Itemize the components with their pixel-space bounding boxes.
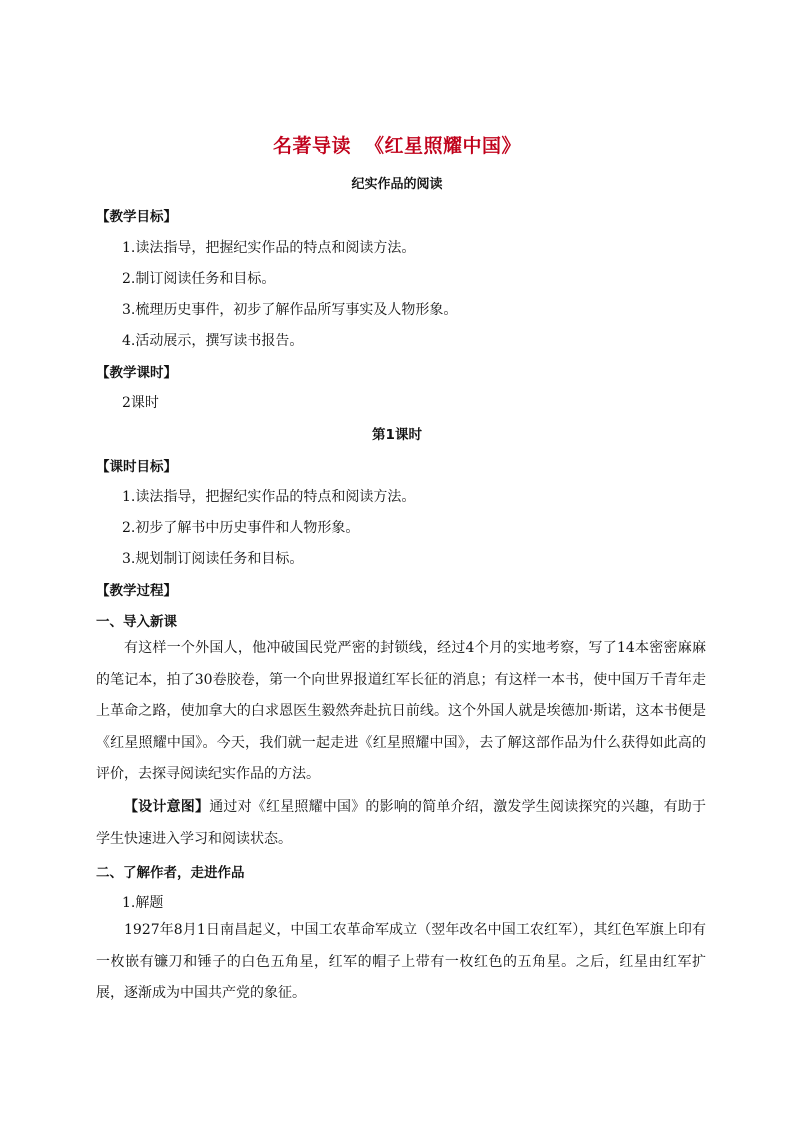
subsection-heading: 1.解题 [122, 895, 164, 911]
lesson-goal-item: 3.规划制订阅读任务和目标。 [122, 551, 304, 567]
title-main: 名著导读 [272, 135, 351, 157]
teaching-goal-item: 2.制订阅读任务和目标。 [122, 271, 276, 287]
lesson-goal-item: 1.读法指导，把握纪实作品的特点和阅读方法。 [122, 489, 416, 505]
teaching-goal-item: 3.梳理历史事件，初步了解作品所写事实及人物形象。 [122, 302, 458, 318]
title-book: 《红星照耀中国》 [365, 135, 522, 157]
lesson-goal-item: 2.初步了解书中历史事件和人物形象。 [122, 520, 360, 536]
process-heading: 【教学过程】 [96, 583, 177, 599]
title-explanation-paragraph: 1927年8月1日南昌起义，中国工农革命军成立（翌年改名中国工农红军），其红色军旗上印有一枚嵌有镰刀和锤子的白色五角星，红军的帽子上带有一枚红色的五角星。之后，红星由红军扩展，逐渐成为中国共产党的象征。 [96, 922, 706, 1001]
teaching-goals-heading: 【教学目标】 [96, 209, 177, 225]
document-subtitle: 纪实作品的阅读 [351, 177, 443, 192]
lesson-goals-heading: 【课时目标】 [96, 459, 177, 475]
lesson-heading: 第1课时 [372, 427, 422, 443]
design-intent-paragraph [96, 792, 706, 855]
design-intent-text: 通过对《红星照耀中国》的影响的简单介绍，激发学生阅读探究的兴趣，有助于学生快速进入学习和阅读状态。 [96, 799, 707, 847]
teaching-goal-item: 1.读法指导，把握纪实作品的特点和阅读方法。 [122, 240, 416, 256]
teaching-hours-value: 2课时 [122, 395, 159, 411]
document-title [0, 131, 794, 158]
teaching-hours-heading: 【教学课时】 [96, 365, 177, 381]
design-intent-label: 【设计意图】 [124, 799, 210, 815]
section-heading: 一、导入新课 [96, 614, 177, 630]
intro-paragraph: 有这样一个外国人，他冲破国民党严密的封锁线，经过4个月的实地考察，写了14本密密麻麻的笔记本，拍了30卷胶卷，第一个向世界报道红军长征的消息；有这样一本书，使中国万千青年走上革命之路，使加拿大的白求恩医生毅然奔赴抗日前线。这个外国人就是埃德加·斯诺，这本书便是《红星照耀中国》。今天，我们就一起走进《红星照耀中国》，去了解这部作品为什么获得如此高的评价，去探寻阅读纪实作品的方法。 [96, 640, 706, 782]
section-heading: 二、了解作者，走进作品 [96, 865, 245, 881]
teaching-goal-item: 4.活动展示，撰写读书报告。 [122, 333, 304, 349]
